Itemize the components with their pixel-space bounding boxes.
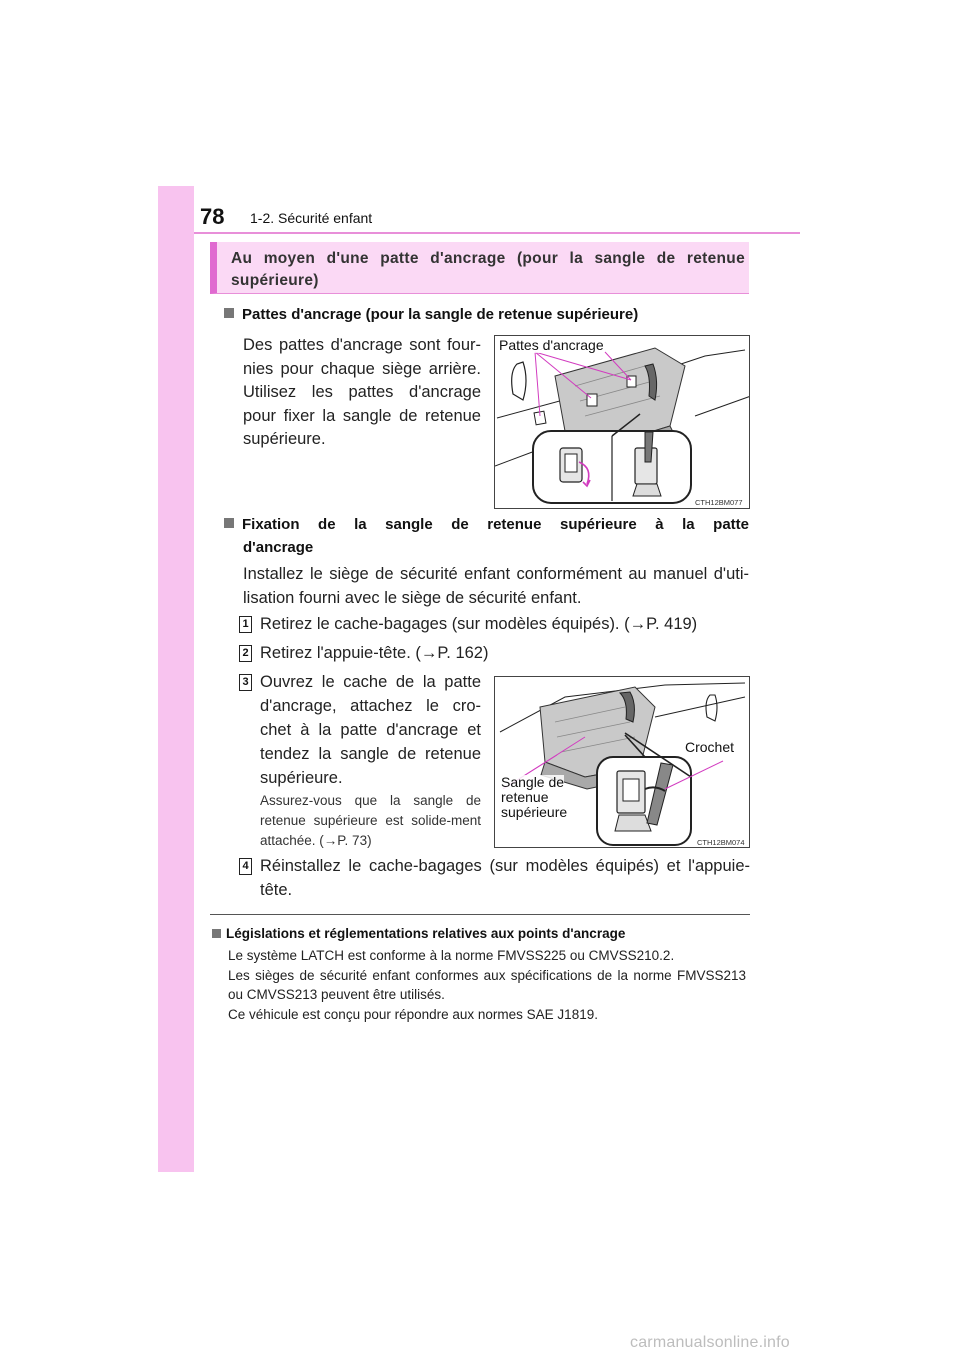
anchor-subhead xyxy=(224,303,754,326)
note-line-2: Les sièges de sécurité enfant conformes aux spécifications de la norme FMVSS213 ou CMVSS213 peuvent être utilisés. xyxy=(228,967,746,1002)
step-text-2: Retirez l'appuie-tête. (→P. 162) xyxy=(260,644,489,662)
step-text-1: Retirez le cache-bagages (sur modèles équipés). (→P. 419) xyxy=(260,615,698,633)
step-number-1: 1 xyxy=(239,616,252,633)
note-title xyxy=(212,926,625,941)
strap-label-line1: Sangle de xyxy=(501,774,565,790)
strap-label-line3: supérieure xyxy=(501,804,568,820)
note-body xyxy=(228,946,746,1024)
anchor-figure-code: CTH12BM077 xyxy=(695,498,743,507)
strap-label-line2: retenue xyxy=(501,789,549,805)
step-text-4: Réinstallez le cache-bagages (sur modèles équipés) et l'appuie-tête. xyxy=(260,857,750,899)
page-number: 78 xyxy=(200,204,225,229)
square-bullet-icon xyxy=(212,929,221,938)
fix-subhead-line1 xyxy=(224,513,749,536)
note-divider xyxy=(210,914,750,915)
watermark: carmanualsonline.info xyxy=(630,1334,790,1351)
note-line-3: Ce véhicule est conçu pour répondre aux normes SAE J1819. xyxy=(228,1006,598,1022)
step-text-3: Ouvrez le cache de la patte d'ancrage, attachez le cro-chet à la patte d'ancrage et tendez la sangle de retenue supérieure. xyxy=(260,673,481,787)
fix-intro: Installez le siège de sécurité enfant conformément au manuel d'uti-lisation fourni avec le siège de sécurité enfant. xyxy=(243,565,749,607)
anchor-body: Des pattes d'ancrage sont four-nies pour chaque siège arrière. Utilisez les pattes d'ancrage pour fixer la sangle de retenue supérieure. xyxy=(243,336,481,448)
section-title: 1-2. Sécurité enfant xyxy=(250,210,373,226)
anchor-figure-label: Pattes d'ancrage xyxy=(499,337,604,353)
step-number-2: 2 xyxy=(239,645,252,662)
step-number-3: 3 xyxy=(239,674,252,691)
note-line-1: Le système LATCH est conforme à la norme FMVSS225 ou CMVSS210.2. xyxy=(228,948,675,963)
fix-subhead-line1-text: Fixation de la sangle de retenue supérieure à la patte xyxy=(242,516,749,533)
headline-box xyxy=(210,242,749,294)
anchor-figure xyxy=(494,335,750,509)
headline-text: Au moyen d'une patte d'ancrage (pour la sangle de retenue supérieure) xyxy=(231,250,745,289)
fix-figure xyxy=(494,676,750,848)
step-3-note: Assurez-vous que la sangle de retenue supérieure est solide-ment attachée. (→P. 73) xyxy=(260,793,481,848)
square-bullet-icon xyxy=(224,308,234,318)
note-title-text: Législations et réglementations relatives aux points d'ancrage xyxy=(226,926,626,941)
anchor-subhead-text: Pattes d'ancrage (pour la sangle de retenue supérieure) xyxy=(242,306,639,323)
side-color-band xyxy=(158,186,194,1172)
square-bullet-icon xyxy=(224,518,234,528)
anchor-illustration xyxy=(495,336,750,509)
step-number-4: 4 xyxy=(239,858,252,875)
hook-label: Crochet xyxy=(685,739,735,755)
fix-subhead-line2: d'ancrage xyxy=(243,539,314,556)
fix-figure-code: CTH12BM074 xyxy=(697,838,745,847)
header-rule xyxy=(194,232,800,234)
fix-illustration xyxy=(495,677,750,848)
